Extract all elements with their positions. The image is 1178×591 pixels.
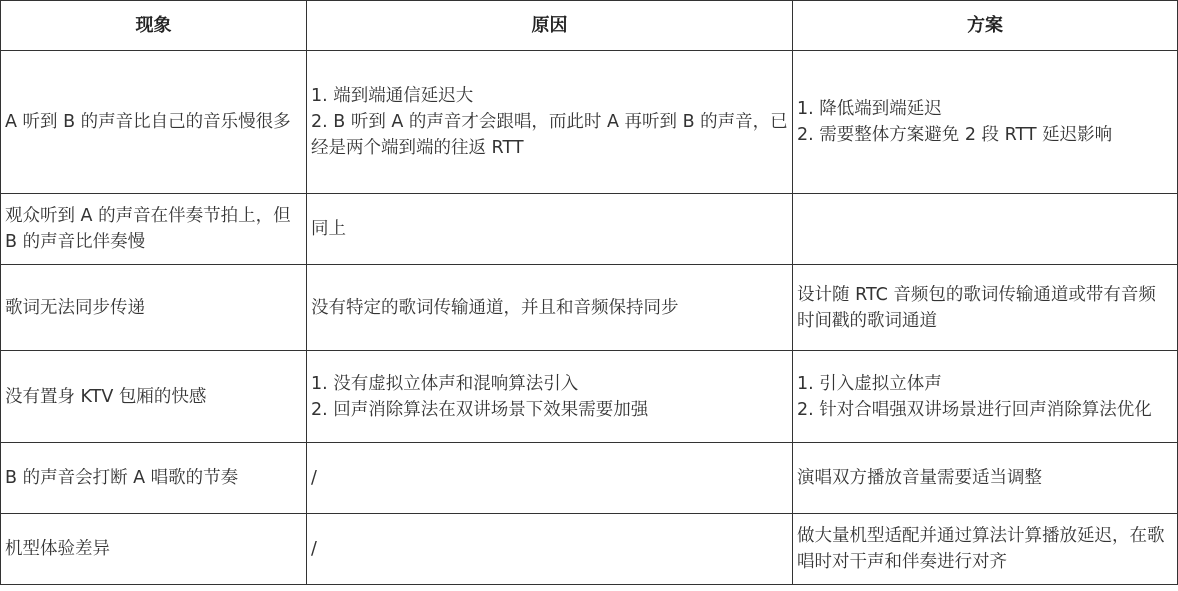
- solution-cell: [793, 351, 1178, 443]
- cause-cell: [307, 194, 793, 265]
- header-solution: 方案: [793, 1, 1178, 51]
- phenomenon-cell: [1, 51, 307, 194]
- phenomenon-text: B 的声音会打断 A 唱歌的节奏: [5, 468, 239, 488]
- phenomenon-text: 歌词无法同步传递: [5, 297, 145, 318]
- header-cause: 原因: [307, 1, 793, 51]
- phenomenon-cell: [1, 194, 307, 265]
- solution-line: 2. 需要整体方案避免 2 段 RTT 延迟影响: [797, 125, 1113, 145]
- solution-cell: [793, 51, 1178, 194]
- table-row: [1, 351, 1178, 443]
- table-row: [1, 443, 1178, 514]
- solution-line: 做大量机型适配并通过算法计算播放延迟，在歌唱时对干声和伴奏进行对齐: [797, 526, 1165, 572]
- phenomenon-cell: [1, 265, 307, 351]
- table-row: [1, 265, 1178, 351]
- phenomenon-text: 观众听到 A 的声音在伴奏节拍上，但 B 的声音比伴奏慢: [5, 206, 291, 252]
- phenomenon-cell: [1, 514, 307, 585]
- cause-cell: [307, 51, 793, 194]
- cause-line: 1. 没有虚拟立体声和混响算法引入: [311, 373, 579, 394]
- cause-cell: [307, 265, 793, 351]
- cause-line: 没有特定的歌词传输通道，并且和音频保持同步: [311, 297, 679, 318]
- solution-line: 1. 引入虚拟立体声: [797, 373, 942, 394]
- phenomenon-text: 机型体验差异: [5, 539, 110, 559]
- cause-cell: [307, 443, 793, 514]
- cause-line: 2. 回声消除算法在双讲场景下效果需要加强: [311, 399, 649, 420]
- solution-cell: [793, 194, 1178, 265]
- cause-line: 同上: [311, 219, 346, 239]
- solution-cell: [793, 265, 1178, 351]
- cause-line: /: [311, 468, 317, 488]
- cause-cell: [307, 351, 793, 443]
- solution-line: 1. 降低端到端延迟: [797, 99, 942, 119]
- table-row: [1, 51, 1178, 194]
- cause-line: 2. B 听到 A 的声音才会跟唱，而此时 A 再听到 B 的声音，已经是两个端到端的往返 RTT: [311, 112, 788, 158]
- solution-line: 演唱双方播放音量需要适当调整: [797, 468, 1042, 488]
- solution-line: 2. 针对合唱强双讲场景进行回声消除算法优化: [797, 399, 1152, 420]
- cause-cell: [307, 514, 793, 585]
- phenomenon-cell: [1, 443, 307, 514]
- table-row: [1, 194, 1178, 265]
- cause-line: 1. 端到端通信延迟大: [311, 86, 474, 106]
- cause-line: /: [311, 539, 317, 559]
- header-row: [1, 1, 1178, 51]
- phenomenon-text: A 听到 B 的声音比自己的音乐慢很多: [5, 112, 291, 132]
- header-phenomenon: 现象: [1, 1, 307, 51]
- solution-cell: [793, 443, 1178, 514]
- table-row: [1, 514, 1178, 585]
- phenomenon-text: 没有置身 KTV 包厢的快感: [5, 386, 207, 407]
- solution-cell: [793, 514, 1178, 585]
- phenomenon-cell: [1, 351, 307, 443]
- solution-line: 设计随 RTC 音频包的歌词传输通道或带有音频时间戳的歌词通道: [797, 284, 1156, 331]
